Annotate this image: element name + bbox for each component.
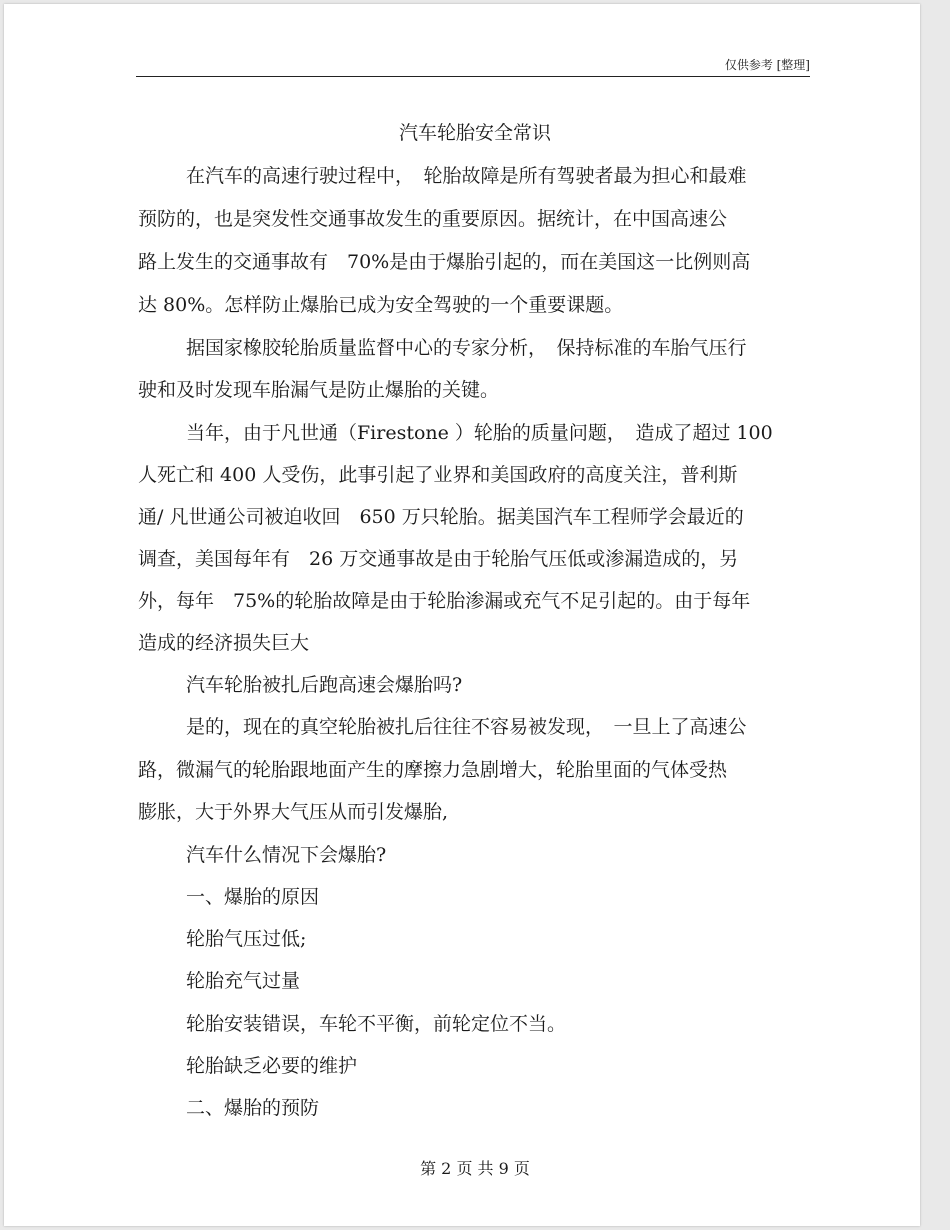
paragraph-line: 调查，美国每年有 26 万交通事故是由于轮胎气压低或渗漏造成的，另 [138,548,739,570]
paragraph-line: 二、爆胎的预防 [186,1097,320,1119]
paragraph-line: 是的，现在的真空轮胎被扎后往往不容易被发现， 一旦上了高速公 [186,716,747,738]
paragraph-line: 通/ 凡世通公司被迫收回 650 万只轮胎。据美国汽车工程师学会最近的 [138,506,744,528]
header-rule [136,76,810,77]
paragraph-line: 一、爆胎的原因 [186,886,320,908]
paragraph-line: 汽车什么情况下会爆胎? [186,844,387,866]
paragraph-line: 路，微漏气的轮胎跟地面产生的摩擦力急剧增大，轮胎里面的气体受热 [138,759,728,781]
page-footer: 第 2 页 共 9 页 [420,1159,530,1178]
paragraph-line: 轮胎缺乏必要的维护 [186,1055,358,1077]
paragraph-line: 人死亡和 400 人受伤，此事引起了业界和美国政府的高度关注，普利斯 [138,464,738,486]
paragraph-line: 预防的，也是突发性交通事故发生的重要原因。据统计，在中国高速公 [138,208,728,230]
paragraph-line: 造成的经济损失巨大 [138,632,310,654]
paragraph-line: 外，每年 75%的轮胎故障是由于轮胎渗漏或充气不足引起的。由于每年 [138,590,751,612]
paragraph-line: 轮胎气压过低; [186,928,307,950]
paragraph-line: 汽车轮胎被扎后跑高速会爆胎吗? [186,674,463,696]
paragraph-line: 轮胎充气过量 [186,970,301,992]
document-title: 汽车轮胎安全常识 [398,122,551,144]
page-header: 仅供参考 [整理] [724,58,810,72]
paragraph-line: 膨胀，大于外界大气压从而引发爆胎, [138,801,449,823]
paragraph-line: 当年，由于凡世通（Firestone ）轮胎的质量问题， 造成了超过 100 [186,422,773,444]
paragraph-line: 达 80%。怎样防止爆胎已成为安全驾驶的一个重要课题。 [138,294,624,316]
paragraph-line: 轮胎安装错误，车轮不平衡，前轮定位不当。 [186,1013,567,1035]
paragraph-line: 驶和及时发现车胎漏气是防止爆胎的关键。 [138,379,500,401]
paragraph-line: 据国家橡胶轮胎质量监督中心的专家分析， 保持标准的车胎气压行 [186,337,747,359]
paragraph-line: 路上发生的交通事故有 70%是由于爆胎引起的，而在美国这一比例则高 [138,251,751,273]
paragraph-line: 在汽车的高速行驶过程中， 轮胎故障是所有驾驶者最为担心和最难 [186,165,747,187]
